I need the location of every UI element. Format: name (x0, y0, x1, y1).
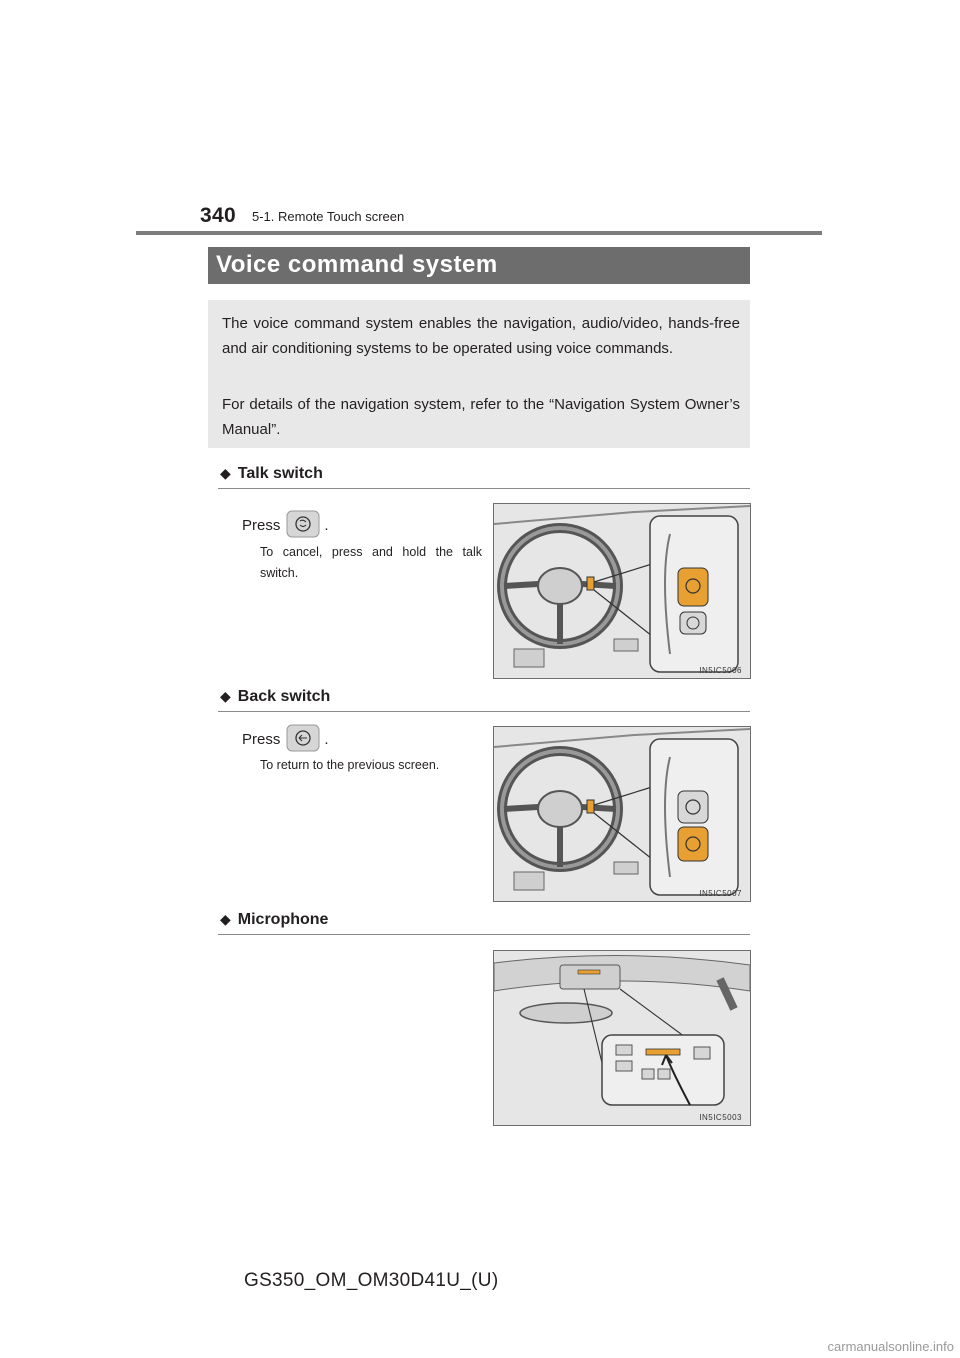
subheading-back-switch: ◆ Back switch (220, 688, 331, 705)
talk-switch-icon (286, 510, 320, 542)
back-switch-icon (286, 724, 320, 756)
back-switch-note: To return to the previous screen. (260, 758, 440, 772)
intro-box (208, 300, 750, 448)
microphone-illustration (493, 950, 751, 1126)
talk-switch-illustration (493, 503, 751, 679)
press-instruction: Press . (242, 510, 329, 542)
diamond-bullet-icon: ◆ (220, 465, 231, 481)
press-instruction: Press . (242, 724, 329, 756)
subheading-talk-switch: ◆ Talk switch (220, 465, 323, 482)
section-label: 5-1. Remote Touch screen (252, 209, 405, 224)
figure-code: IN5IC5007 (699, 889, 742, 898)
page-number: 340 (200, 204, 236, 227)
page-title: Voice command system (216, 251, 498, 278)
figure-code: IN5IC5006 (699, 666, 742, 675)
subheading-divider (218, 711, 750, 712)
diamond-bullet-icon: ◆ (220, 688, 231, 704)
back-switch-illustration (493, 726, 751, 902)
talk-switch-note: To cancel, press and hold the talk switch. (260, 545, 482, 580)
intro-paragraph-1: The voice command system enables the navigation, audio/video, hands-free and air conditioning systems to be operated using voice commands. (222, 315, 740, 357)
document-code-footer: GS350_OM_OM30D41U_(U) (244, 1270, 499, 1291)
diamond-bullet-icon: ◆ (220, 911, 231, 927)
subheading-microphone: ◆ Microphone (220, 911, 329, 928)
figure-code: IN5IC5003 (699, 1113, 742, 1122)
page-title-bar (208, 247, 750, 284)
header-divider (136, 231, 822, 235)
subheading-divider (218, 934, 750, 935)
subheading-divider (218, 488, 750, 489)
watermark: carmanualsonline.info (827, 1339, 954, 1354)
intro-paragraph-2: For details of the navigation system, refer to the “Navigation System Owner’s Manual”. (222, 396, 740, 438)
